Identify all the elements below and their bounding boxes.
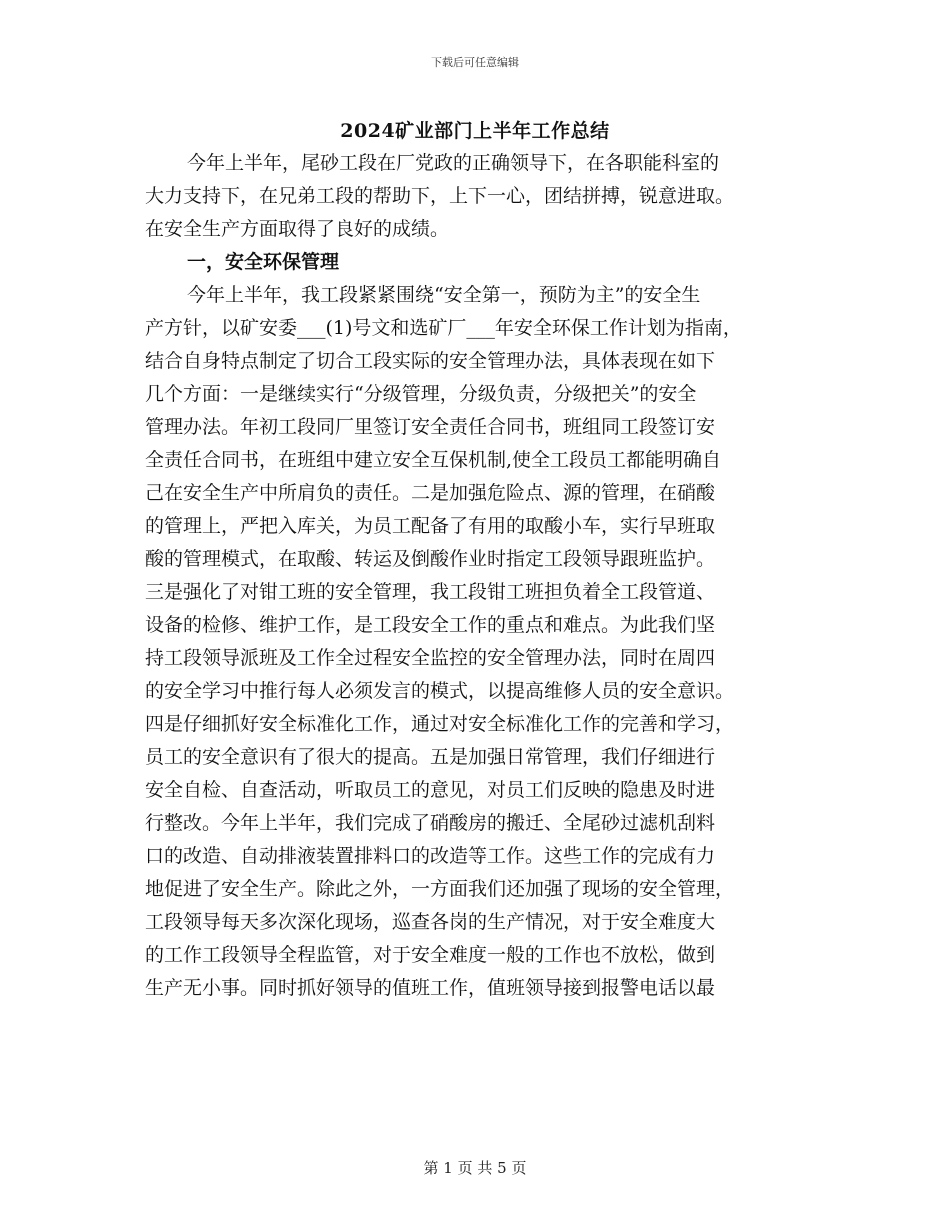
body-line: 的工作工段领导全程监管，对于安全难度一般的工作也不放松，做到 — [145, 944, 716, 966]
body-line: 的安全学习中推行每人必须发言的模式，以提高维修人员的安全意识。 — [145, 680, 735, 702]
page-header: 下载后可任意编辑 — [431, 56, 519, 69]
body-line: 持工段领导派班及工作全过程安全监控的安全管理办法，同时在周四 — [145, 647, 716, 669]
body-line: 安全自检、自查活动，听取员工的意见，对员工们反映的隐患及时进 — [145, 779, 716, 801]
body-line: 结合自身特点制定了切合工段实际的安全管理办法，具体表现在如下 — [145, 350, 716, 372]
body-line: 设备的检修、维护工作，是工段安全工作的重点和难点。为此我们坚 — [145, 614, 716, 636]
body-line: 产方针，以矿安委___(1)号文和选矿厂___年安全环保工作计划为指南， — [145, 317, 742, 339]
body-line: 生产无小事。同时抓好领导的值班工作，值班领导接到报警电话以最 — [145, 977, 716, 999]
body-line: 管理办法。年初工段同厂里签订安全责任合同书，班组同工段签订安 — [145, 416, 716, 438]
body-line: 口的改造、自动排液装置排料口的改造等工作。这些工作的完成有力 — [145, 845, 716, 867]
document-title: 2024矿业部门上半年工作总结 — [340, 120, 610, 142]
body-line: 今年上半年，尾砂工段在厂党政的正确领导下，在各职能科室的 — [187, 152, 720, 174]
body-line: 四是仔细抓好安全标准化工作，通过对安全标准化工作的完善和学习， — [145, 713, 735, 735]
body-line: 在安全生产方面取得了良好的成绩。 — [145, 218, 450, 240]
body-line: 的管理上，严把入库关，为员工配备了有用的取酸小车，实行早班取 — [145, 515, 716, 537]
body-line: 大力支持下，在兄弟工段的帮助下，上下一心，团结拼搏，锐意进取。 — [145, 185, 735, 207]
body-line: 三是强化了对钳工班的安全管理，我工段钳工班担负着全工段管道、 — [145, 581, 716, 603]
body-line: 酸的管理模式，在取酸、转运及倒酸作业时指定工段领导跟班监护。 — [145, 548, 716, 570]
body-line: 几个方面：一是继续实行“分级管理，分级负责，分级把关”的安全 — [145, 383, 697, 405]
section-heading: 一，安全环保管理 — [187, 251, 340, 273]
body-line: 员工的安全意识有了很大的提高。五是加强日常管理，我们仔细进行 — [145, 746, 716, 768]
page-number-footer: 第 1 页 共 5 页 — [423, 1159, 527, 1177]
body-line: 地促进了安全生产。除此之外，一方面我们还加强了现场的安全管理， — [145, 878, 735, 900]
body-line: 行整改。今年上半年，我们完成了硝酸房的搬迁、全尾砂过滤机刮料 — [145, 812, 716, 834]
body-line: 全责任合同书，在班组中建立安全互保机制,使全工段员工都能明确自 — [145, 449, 722, 471]
body-line: 工段领导每天多次深化现场，巡查各岗的生产情况，对于安全难度大 — [145, 911, 716, 933]
body-line: 今年上半年，我工段紧紧围绕“安全第一，预防为主”的安全生 — [187, 284, 701, 306]
body-line: 己在安全生产中所肩负的责任。二是加强危险点、源的管理，在硝酸 — [145, 482, 716, 504]
